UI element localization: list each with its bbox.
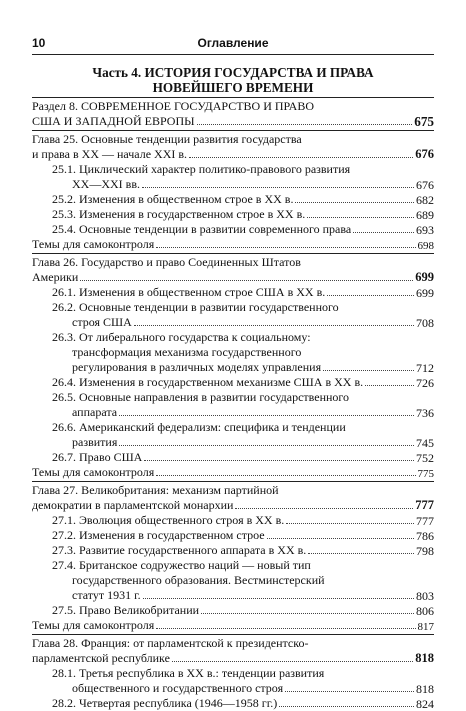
toc-page-number: 699 (415, 270, 434, 284)
toc-subsection-line: регулирования в различных моделях управления (72, 360, 322, 374)
leader-dots (323, 370, 414, 371)
toc-subsection-line: 26.2. Основные тенденции в развитии государственного (52, 300, 339, 314)
toc-page-number: 777 (416, 513, 434, 528)
leader-dots (197, 124, 413, 125)
table-of-contents (32, 96, 434, 711)
toc-subsection-line: XX—XXI вв. (72, 177, 140, 191)
leader-dots (279, 706, 414, 707)
toc-subsection-line: 27.2. Изменения в государственном строе (52, 528, 265, 542)
toc-chapter-line: Глава 27. Великобритания: механизм партийной (32, 483, 279, 497)
part-title-line: Часть 4. ИСТОРИЯ ГОСУДАРСТВА И ПРАВА (92, 65, 374, 80)
toc-page-number: 682 (416, 192, 434, 207)
toc-subsection-line: 26.1. Изменения в общественном строе США в XX в. (52, 285, 326, 299)
running-header (32, 36, 434, 56)
leader-dots (134, 325, 414, 326)
toc-page-number: 775 (417, 468, 434, 480)
toc-chapter[interactable] (32, 483, 434, 513)
leader-dots (143, 598, 414, 599)
toc-chapter[interactable] (32, 255, 434, 285)
toc-chapter-line: парламентской республике (32, 651, 170, 665)
toc-subsection[interactable] (32, 300, 434, 330)
leader-dots (285, 691, 414, 692)
divider (32, 130, 434, 131)
toc-self-control[interactable] (32, 465, 434, 480)
toc-subsection[interactable] (32, 207, 434, 222)
leader-dots (119, 415, 414, 416)
toc-chapter-line: Глава 25. Основные тенденции развития государства (32, 132, 302, 146)
part-title-line: НОВЕЙШЕГО ВРЕМЕНИ (152, 79, 314, 95)
toc-page-number: 676 (416, 177, 434, 192)
toc-subsection[interactable] (32, 390, 434, 420)
leader-dots (189, 157, 413, 158)
toc-subsection-line: 26.5. Основные направления в развитии государственного (52, 390, 350, 404)
toc-chapter[interactable] (32, 636, 434, 666)
leader-dots (235, 508, 413, 509)
toc-page-number: 786 (416, 528, 434, 543)
toc-page-number: 676 (415, 147, 434, 161)
toc-subsection-line: 27.4. Британское содружество наций — новый тип (52, 558, 311, 572)
leader-dots (201, 613, 414, 614)
toc-page-number: 689 (416, 207, 434, 222)
toc-section-line: США И ЗАПАДНОЙ ЕВРОПЫ (32, 114, 195, 128)
toc-page-number: 726 (416, 375, 434, 390)
toc-subsection[interactable] (32, 558, 434, 603)
toc-page-number: 806 (416, 603, 434, 618)
toc-subsection-line: статут 1931 г. (72, 588, 141, 602)
toc-subsection[interactable] (32, 285, 434, 300)
divider (32, 97, 434, 98)
leader-dots (286, 523, 414, 524)
leader-dots (353, 232, 414, 233)
toc-chapter-line: и права в XX — начале XXI в. (32, 147, 188, 161)
toc-self-control[interactable] (32, 618, 434, 633)
toc-page-number: 818 (416, 681, 434, 696)
divider (32, 253, 434, 254)
leader-dots (119, 445, 414, 446)
toc-self-control[interactable] (32, 237, 434, 252)
leader-dots (267, 538, 414, 539)
leader-dots (156, 475, 415, 476)
toc-self-control-line: Темы для самоконтроля (32, 618, 155, 632)
toc-page-number: 752 (416, 450, 434, 465)
toc-page-number: 699 (416, 285, 434, 300)
toc-page-number: 817 (417, 621, 434, 633)
toc-subsection[interactable] (32, 603, 434, 618)
leader-dots (295, 202, 414, 203)
toc-subsection[interactable] (32, 192, 434, 207)
toc-subsection[interactable] (32, 450, 434, 465)
toc-page-number: 798 (416, 543, 434, 558)
toc-subsection-line: строя США (72, 315, 132, 329)
toc-section[interactable] (32, 99, 434, 129)
toc-subsection-line: аппарата (72, 405, 118, 419)
leader-dots (327, 295, 414, 296)
leader-dots (172, 661, 413, 662)
toc-chapter-line: Глава 28. Франция: от парламентской к президентско- (32, 636, 309, 650)
toc-page-number: 745 (416, 435, 434, 450)
toc-subsection[interactable] (32, 543, 434, 558)
toc-chapter-line: демократии в парламентской монархии (32, 498, 234, 512)
toc-subsection[interactable] (32, 420, 434, 450)
toc-subsection-line: общественного и государственного строя (72, 681, 284, 695)
toc-subsection[interactable] (32, 330, 434, 375)
toc-page-number: 693 (416, 222, 434, 237)
part-title (32, 66, 434, 95)
leader-dots (156, 247, 415, 248)
toc-subsection-line: 26.6. Американский федерализм: специфика и тенденции (52, 420, 346, 434)
toc-subsection-line: 27.1. Эволюция общественного строя в XX в. (52, 513, 285, 527)
toc-self-control-line: Темы для самоконтроля (32, 237, 155, 251)
toc-subsection[interactable] (32, 162, 434, 192)
toc-page-number: 803 (416, 588, 434, 603)
toc-page-number: 708 (416, 315, 434, 330)
toc-section-line: Раздел 8. СОВРЕМЕННОЕ ГОСУДАРСТВО И ПРАВО (32, 99, 315, 113)
toc-page-number: 824 (416, 696, 434, 711)
toc-chapter-line: Америки (32, 270, 79, 284)
divider (32, 481, 434, 482)
leader-dots (156, 628, 415, 629)
toc-subsection[interactable] (32, 696, 434, 711)
toc-page-number: 818 (415, 651, 434, 665)
toc-subsection-line: 26.7. Право США (52, 450, 143, 464)
toc-subsection-line: 27.3. Развитие государственного аппарата в XX в. (52, 543, 307, 557)
toc-subsection-line: 25.1. Циклический характер политико-правового развития (52, 162, 351, 176)
toc-chapter-line: Глава 26. Государство и право Соединенных Штатов (32, 255, 301, 269)
leader-dots (142, 187, 414, 188)
toc-subsection-line: государственного образования. Вестминстерский (72, 573, 325, 587)
divider (32, 634, 434, 635)
toc-subsection-line: 28.1. Третья республика в XX в.: тенденции развития (52, 666, 325, 680)
toc-subsection[interactable] (32, 222, 434, 237)
running-title: Оглавление (197, 36, 269, 50)
toc-subsection-line: 25.4. Основные тенденции в развитии современного права (52, 222, 352, 236)
toc-page-number: 675 (414, 114, 434, 129)
leader-dots (80, 280, 413, 281)
toc-subsection-line: 25.3. Изменения в государственном строе в XX в. (52, 207, 306, 221)
page-number: 10 (32, 36, 46, 50)
toc-page-number: 712 (416, 360, 434, 375)
toc-subsection-line: 26.4. Изменения в государственном механизме США в XX в. (52, 375, 364, 389)
toc-subsection-line: развития (72, 435, 118, 449)
leader-dots (308, 553, 414, 554)
leader-dots (144, 460, 414, 461)
leader-dots (365, 385, 414, 386)
toc-subsection-line: 27.5. Право Великобритании (52, 603, 200, 617)
toc-page-number: 736 (416, 405, 434, 420)
toc-subsection-line: 28.2. Четвертая республика (1946—1958 гг.) (52, 696, 278, 710)
toc-page-number: 777 (415, 498, 434, 512)
header-rule (32, 54, 434, 55)
toc-subsection-line: 25.2. Изменения в общественном строе в XX в. (52, 192, 294, 206)
toc-chapter[interactable] (32, 132, 434, 162)
toc-subsection[interactable] (32, 513, 434, 528)
toc-page-number: 698 (417, 240, 434, 252)
toc-subsection[interactable] (32, 375, 434, 390)
toc-subsection-line: трансформация механизма государственного (72, 345, 302, 359)
toc-self-control-line: Темы для самоконтроля (32, 465, 155, 479)
leader-dots (307, 217, 414, 218)
toc-subsection[interactable] (32, 666, 434, 696)
toc-subsection-line: 26.3. От либерального государства к социальному: (52, 330, 311, 344)
toc-subsection[interactable] (32, 528, 434, 543)
